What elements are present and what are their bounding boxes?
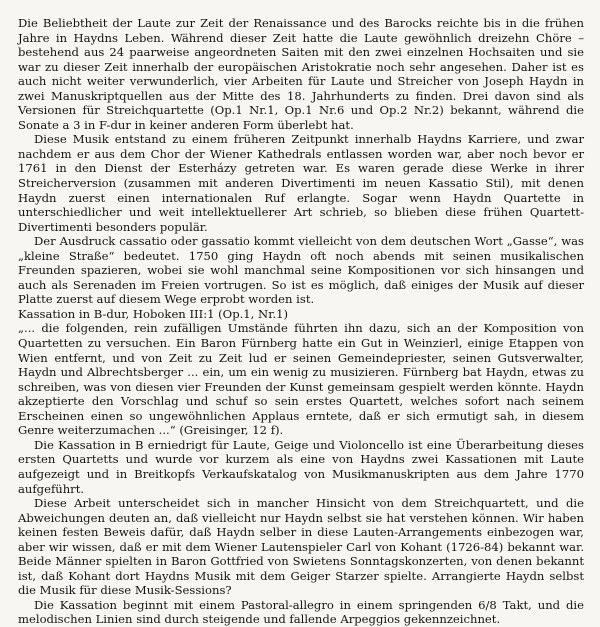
paragraph-differences: Diese Arbeit unterscheidet sich in mancher Hinsicht von dem Streichquartett, und die Abweichungen deuten an, daß vielleicht nur Haydn selbst sie hat verstehen können. Wir haben keinen festen Beweis dafür, daß Haydn selber in diese Lauten-Arrangements einbezogen war, aber wir wissen, daß er mit dem Wiener Lautenspieler Carl von Kohant (1726-84) bekannt war. Beide Männer spielten in Baron Gottfried von Swietens Sonntagskonzerten, von denen bekannt ist, daß Kohant dort Haydns Musik mit dem Geiger Starzer spielte. Arrangierte Haydn selbst die Musik für diese Musik-Sessions? (18, 496, 584, 598)
quote-greisinger: „... die folgenden, rein zufälligen Umstände führten ihn dazu, sich an der Komposition von Quartetten zu versuchen. Ein Baron Fürnberg hatte ein Gut in Weinzierl, einige Etappen von Wien entfernt, und von Zeit zu Zeit lud er seinen Gemeindepriester, seinen Gutsverwalter, Haydn und Albrechtsberger ... ein, um ein wenig zu musizieren. Fürnberg bat Haydn, etwas zu schreiben, was von diesen vier Freunden der Kunst gemeinsam gespielt werden könnte. Haydn akzeptierte den Vorschlag und schuf so sein erstes Quartett, welches sofort nach seinem Erscheinen einen so ungewöhnlichen Applaus erntete, daß er sich ermutigt sah, in diesem Genre weiterzumachen ...“ (Greisinger, 12 f). (18, 321, 584, 438)
article-body (18, 16, 584, 627)
paragraph-pastoral: Die Kassation beginnt mit einem Pastoral-allegro in einem springenden 6/8 Takt, und die melodischen Linien sind durch steigende und fallende Arpeggios gekennzeichnet. (18, 597, 584, 627)
paragraph-career: Diese Musik entstand zu einem früheren Zeitpunkt innerhalb Haydns Karriere, und zwar nachdem er aus dem Chor der Wiener Kathedrals entlassen worden war, aber noch bevor er 1761 in den Dienst der Esterházy getreten war. Es waren gerade diese Werke in ihrer Streicherversion (zusammen mit anderen Divertimenti im neuen Kassatio Stil), mit denen Haydn zuerst einen internationalen Ruf erlangte. Sogar wenn Haydn Quartette in unterschiedlicher und weit intellektuellerer Art schrieb, so blieben diese frühen Quartett-Divertimenti besonders populär. (18, 132, 584, 234)
section-heading: Kassation in B-dur, Hoboken III:1 (Op.1, Nr.1) (18, 306, 289, 321)
paragraph-intro: Die Beliebtheit der Laute zur Zeit der Renaissance und des Barocks reichte bis in die frühen Jahre in Haydns Leben. Während dieser Zeit hatte die Laute gewöhnlich dreizehn Chöre – bestehend aus 24 paarweise angeordneten Saiten mit den zwei einzelnen Hochsaiten und sie war zu dieser Zeit innerhalb der europäischen Aristokratie noch sehr angesehen. Daher ist es auch nicht weiter verwunderlich, vier Arbeiten für Laute und Streicher von Joseph Haydn in zwei Manuskriptquellen aus der Mitte des 18. Jahrhunderts zu finden. Drei davon sind als Versionen für Streichquartette (Op.1 Nr.1, Op.1 Nr.6 und Op.2 Nr.2) bekannt, während die Sonate a 3 in F-dur in keiner anderen Form überlebt hat. (18, 16, 584, 132)
paragraph-cassatio: Der Ausdruck cassatio oder gassatio kommt vielleicht von dem deutschen Wort „Gasse“, was „kleine Straße“ bedeutet. 1750 ging Haydn oft noch abends mit seinen musikalischen Freunden spazieren, wobei sie wohl manchmal seine Kompositionen vor sich hinsangen und auch als Serenaden im Freien vortrugen. So ist es möglich, daß einiges der Musik auf dieser Platte zuerst auf diesem Wege erprobt worden ist. (18, 234, 584, 307)
paragraph-kassation: Die Kassation in B erniedrigt für Laute, Geige und Violoncello ist eine Überarbeitung dieses ersten Quartetts und wurde vor kurzem als eine von Haydns zwei Kassationen mit Laute aufgezeigt und in Breitkopfs Verkaufskatalog von Musikmanuskripten aus dem Jahre 1770 aufgeführt. (18, 437, 584, 496)
